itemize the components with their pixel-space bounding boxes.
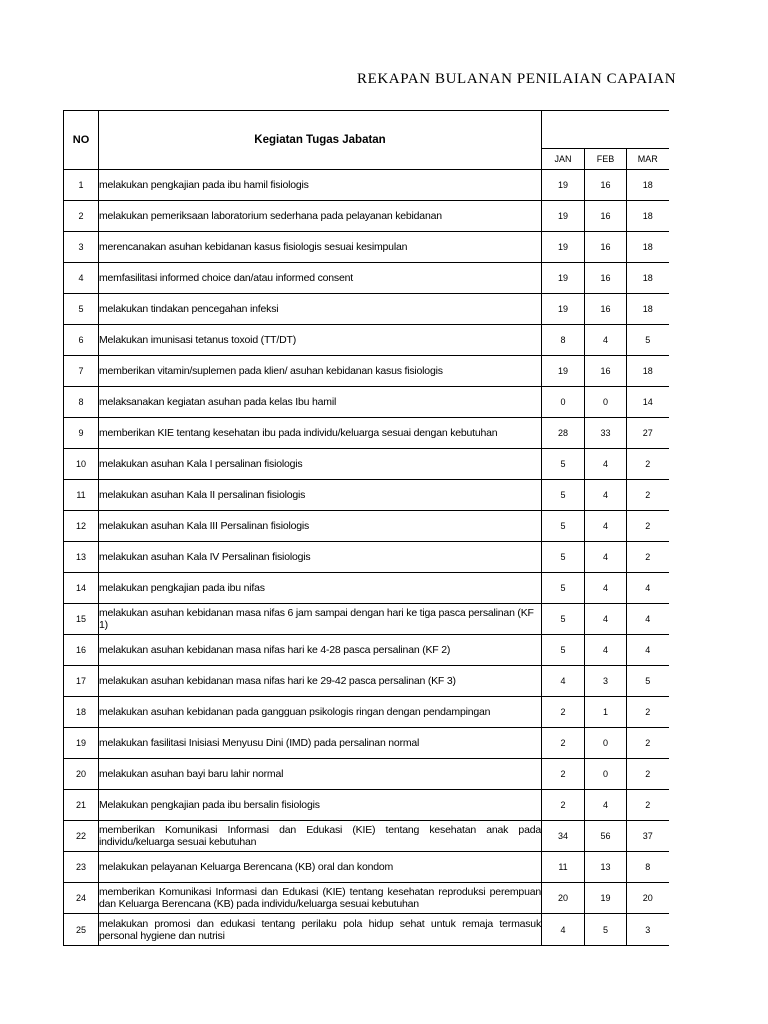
feb-value-cell: 13 — [585, 852, 627, 883]
jan-value-cell: 0 — [542, 387, 585, 418]
mar-value-cell: 20 — [627, 883, 669, 914]
jan-value-cell: 2 — [542, 728, 585, 759]
activity-cell: melakukan tindakan pencegahan infeksi — [99, 294, 542, 325]
row-number: 9 — [64, 418, 99, 449]
mar-value-cell: 4 — [627, 635, 669, 666]
feb-value-cell: 56 — [585, 821, 627, 852]
table-row — [64, 573, 669, 604]
feb-value-cell: 0 — [585, 387, 627, 418]
table-row — [64, 356, 669, 387]
jan-value-cell: 2 — [542, 759, 585, 790]
feb-value-cell: 16 — [585, 356, 627, 387]
feb-value-cell: 4 — [585, 449, 627, 480]
jan-value-cell: 11 — [542, 852, 585, 883]
header-month-mar: MAR — [627, 149, 669, 170]
mar-value-cell: 2 — [627, 790, 669, 821]
jan-value-cell: 5 — [542, 604, 585, 635]
recap-table — [63, 110, 669, 946]
table-row — [64, 914, 669, 946]
row-number: 24 — [64, 883, 99, 914]
row-number: 22 — [64, 821, 99, 852]
feb-value-cell: 3 — [585, 666, 627, 697]
activity-cell: melakukan fasilitasi Inisiasi Menyusu Dini (IMD) pada persalinan normal — [99, 728, 542, 759]
jan-value-cell: 20 — [542, 883, 585, 914]
activity-cell: memberikan vitamin/suplemen pada klien/ asuhan kebidanan kasus fisiologis — [99, 356, 542, 387]
mar-value-cell: 37 — [627, 821, 669, 852]
table-row — [64, 387, 669, 418]
row-number: 3 — [64, 232, 99, 263]
activity-cell: merencanakan asuhan kebidanan kasus fisiologis sesuai kesimpulan — [99, 232, 542, 263]
activity-cell: melakukan asuhan kebidanan masa nifas 6 jam sampai dengan hari ke tiga pasca persalinan (KF 1) — [99, 604, 542, 635]
table-row — [64, 263, 669, 294]
document-title: REKAPAN BULANAN PENILAIAN CAPAIAN — [357, 71, 677, 87]
row-number: 17 — [64, 666, 99, 697]
feb-value-cell: 0 — [585, 759, 627, 790]
jan-value-cell: 19 — [542, 170, 585, 201]
header-month-jan: JAN — [542, 149, 585, 170]
activity-cell: melakukan pelayanan Keluarga Berencana (KB) oral dan kondom — [99, 852, 542, 883]
table-row — [64, 728, 669, 759]
feb-value-cell: 5 — [585, 914, 627, 946]
row-number: 1 — [64, 170, 99, 201]
mar-value-cell: 18 — [627, 294, 669, 325]
activity-cell: melakukan promosi dan edukasi tentang perilaku pola hidup sehat untuk remaja termasuk personal hygiene dan nutrisi — [99, 914, 542, 946]
row-number: 20 — [64, 759, 99, 790]
feb-value-cell: 16 — [585, 294, 627, 325]
row-number: 7 — [64, 356, 99, 387]
table-row — [64, 697, 669, 728]
table-row — [64, 604, 669, 635]
activity-cell: memberikan KIE tentang kesehatan ibu pada individu/keluarga sesuai dengan kebutuhan — [99, 418, 542, 449]
mar-value-cell: 18 — [627, 263, 669, 294]
table-row — [64, 635, 669, 666]
table-row — [64, 511, 669, 542]
feb-value-cell: 4 — [585, 604, 627, 635]
table-row — [64, 666, 669, 697]
feb-value-cell: 16 — [585, 263, 627, 294]
table-row — [64, 170, 669, 201]
jan-value-cell: 19 — [542, 263, 585, 294]
table-row — [64, 759, 669, 790]
activity-cell: Melakukan pengkajian pada ibu bersalin fisiologis — [99, 790, 542, 821]
row-number: 25 — [64, 914, 99, 946]
mar-value-cell: 2 — [627, 697, 669, 728]
header-month-feb: FEB — [585, 149, 627, 170]
mar-value-cell: 27 — [627, 418, 669, 449]
table-row — [64, 790, 669, 821]
feb-value-cell: 16 — [585, 232, 627, 263]
row-number: 6 — [64, 325, 99, 356]
mar-value-cell: 4 — [627, 604, 669, 635]
jan-value-cell: 5 — [542, 542, 585, 573]
row-number: 12 — [64, 511, 99, 542]
feb-value-cell: 4 — [585, 790, 627, 821]
jan-value-cell: 19 — [542, 201, 585, 232]
jan-value-cell: 5 — [542, 449, 585, 480]
table-row — [64, 883, 669, 914]
feb-value-cell: 16 — [585, 201, 627, 232]
feb-value-cell: 33 — [585, 418, 627, 449]
jan-value-cell: 4 — [542, 666, 585, 697]
activity-cell: melakukan pengkajian pada ibu hamil fisiologis — [99, 170, 542, 201]
activity-cell: melakukan pemeriksaan laboratorium sederhana pada pelayanan kebidanan — [99, 201, 542, 232]
jan-value-cell: 34 — [542, 821, 585, 852]
mar-value-cell: 2 — [627, 480, 669, 511]
jan-value-cell: 5 — [542, 573, 585, 604]
feb-value-cell: 4 — [585, 635, 627, 666]
activity-cell: melakukan asuhan kebidanan pada gangguan psikologis ringan dengan pendampingan — [99, 697, 542, 728]
mar-value-cell: 2 — [627, 728, 669, 759]
jan-value-cell: 5 — [542, 635, 585, 666]
mar-value-cell: 8 — [627, 852, 669, 883]
row-number: 18 — [64, 697, 99, 728]
table-row — [64, 449, 669, 480]
feb-value-cell: 0 — [585, 728, 627, 759]
table-row — [64, 325, 669, 356]
row-number: 21 — [64, 790, 99, 821]
table-row — [64, 821, 669, 852]
header-month-group — [542, 111, 669, 149]
row-number: 13 — [64, 542, 99, 573]
feb-value-cell: 4 — [585, 573, 627, 604]
table-row — [64, 480, 669, 511]
row-number: 16 — [64, 635, 99, 666]
row-number: 15 — [64, 604, 99, 635]
mar-value-cell: 18 — [627, 170, 669, 201]
activity-cell: memberikan Komunikasi Informasi dan Edukasi (KIE) tentang kesehatan reproduksi perempuan dan Keluarga Berencana (KB) pada individu/keluarga sesuai kebutuhan — [99, 883, 542, 914]
activity-cell: melakukan pengkajian pada ibu nifas — [99, 573, 542, 604]
activity-cell: melakukan asuhan kebidanan masa nifas hari ke 29-42 pasca persalinan (KF 3) — [99, 666, 542, 697]
activity-cell: melakukan asuhan Kala I persalinan fisiologis — [99, 449, 542, 480]
feb-value-cell: 16 — [585, 170, 627, 201]
mar-value-cell: 18 — [627, 201, 669, 232]
mar-value-cell: 2 — [627, 511, 669, 542]
table-row — [64, 542, 669, 573]
feb-value-cell: 4 — [585, 325, 627, 356]
row-number: 4 — [64, 263, 99, 294]
jan-value-cell: 8 — [542, 325, 585, 356]
activity-cell: Melakukan imunisasi tetanus toxoid (TT/DT) — [99, 325, 542, 356]
activity-cell: melaksanakan kegiatan asuhan pada kelas Ibu hamil — [99, 387, 542, 418]
mar-value-cell: 2 — [627, 542, 669, 573]
jan-value-cell: 19 — [542, 294, 585, 325]
mar-value-cell: 14 — [627, 387, 669, 418]
mar-value-cell: 4 — [627, 573, 669, 604]
feb-value-cell: 4 — [585, 511, 627, 542]
jan-value-cell: 19 — [542, 356, 585, 387]
activity-cell: melakukan asuhan Kala III Persalinan fisiologis — [99, 511, 542, 542]
mar-value-cell: 2 — [627, 759, 669, 790]
row-number: 19 — [64, 728, 99, 759]
mar-value-cell: 2 — [627, 449, 669, 480]
row-number: 23 — [64, 852, 99, 883]
feb-value-cell: 1 — [585, 697, 627, 728]
activity-cell: memfasilitasi informed choice dan/atau informed consent — [99, 263, 542, 294]
table-row — [64, 232, 669, 263]
row-number: 8 — [64, 387, 99, 418]
row-number: 14 — [64, 573, 99, 604]
row-number: 2 — [64, 201, 99, 232]
mar-value-cell: 18 — [627, 356, 669, 387]
mar-value-cell: 5 — [627, 666, 669, 697]
jan-value-cell: 5 — [542, 511, 585, 542]
jan-value-cell: 4 — [542, 914, 585, 946]
table-row — [64, 852, 669, 883]
table-row — [64, 294, 669, 325]
jan-value-cell: 2 — [542, 790, 585, 821]
activity-cell: melakukan asuhan Kala II persalinan fisiologis — [99, 480, 542, 511]
jan-value-cell: 5 — [542, 480, 585, 511]
row-number: 11 — [64, 480, 99, 511]
mar-value-cell: 5 — [627, 325, 669, 356]
jan-value-cell: 2 — [542, 697, 585, 728]
feb-value-cell: 4 — [585, 480, 627, 511]
jan-value-cell: 28 — [542, 418, 585, 449]
feb-value-cell: 19 — [585, 883, 627, 914]
header-activity: Kegiatan Tugas Jabatan — [99, 111, 542, 170]
row-number: 5 — [64, 294, 99, 325]
activity-cell: memberikan Komunikasi Informasi dan Edukasi (KIE) tentang kesehatan anak pada individu/keluarga sesuai kebutuhan — [99, 821, 542, 852]
mar-value-cell: 3 — [627, 914, 669, 946]
activity-cell: melakukan asuhan bayi baru lahir normal — [99, 759, 542, 790]
activity-cell: melakukan asuhan kebidanan masa nifas hari ke 4-28 pasca persalinan (KF 2) — [99, 635, 542, 666]
mar-value-cell: 18 — [627, 232, 669, 263]
table-row — [64, 201, 669, 232]
table-row — [64, 418, 669, 449]
row-number: 10 — [64, 449, 99, 480]
feb-value-cell: 4 — [585, 542, 627, 573]
jan-value-cell: 19 — [542, 232, 585, 263]
header-no: NO — [64, 111, 99, 170]
activity-cell: melakukan asuhan Kala IV Persalinan fisiologis — [99, 542, 542, 573]
